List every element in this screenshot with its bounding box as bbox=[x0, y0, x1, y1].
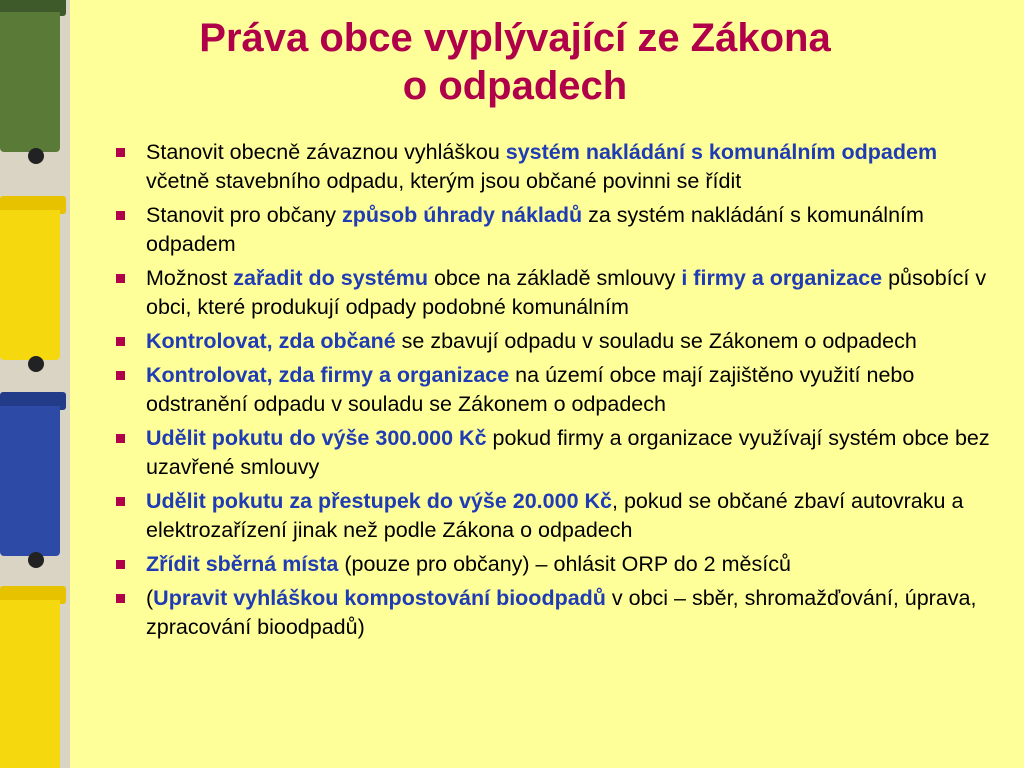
item-text: v obci – sběr, shromažďování, úprava, zpracování bioodpadů) bbox=[146, 586, 977, 639]
list-item bbox=[112, 327, 1002, 356]
square-bullet-icon bbox=[116, 274, 125, 283]
highlighted-text: Upravit vyhláškou kompostování bioodpadů bbox=[153, 586, 606, 610]
square-bullet-icon bbox=[116, 497, 125, 506]
square-bullet-icon bbox=[116, 371, 125, 380]
square-bullet-icon bbox=[116, 148, 125, 157]
page-title bbox=[90, 14, 940, 110]
list-item bbox=[112, 138, 1002, 196]
item-text: pokud firmy a organizace využívají systém obce bez uzavřené smlouvy bbox=[146, 426, 990, 479]
list-item bbox=[112, 424, 1002, 482]
bullet-list bbox=[112, 138, 1002, 647]
title-line-2: o odpadech bbox=[402, 64, 628, 108]
highlighted-text: i firmy a organizace bbox=[681, 266, 883, 290]
list-item bbox=[112, 487, 1002, 545]
title-line-1: Práva obce vyplývající ze Zákona bbox=[199, 16, 831, 60]
item-text: ( bbox=[146, 586, 154, 610]
item-text: se zbavují odpadu v souladu se Zákonem o odpadech bbox=[395, 329, 917, 353]
waste-bins-image bbox=[0, 0, 70, 768]
square-bullet-icon bbox=[116, 337, 125, 346]
list-item bbox=[112, 201, 1002, 259]
square-bullet-icon bbox=[116, 560, 125, 569]
item-text: na území obce mají zajištěno využití nebo odstranění odpadu v souladu se Zákonem o odpadech bbox=[146, 363, 915, 416]
item-text: za systém nakládání s komunálním odpadem bbox=[146, 203, 924, 256]
list-item bbox=[112, 264, 1002, 322]
highlighted-text: Udělit pokutu do výše 300.000 Kč bbox=[146, 426, 487, 450]
highlighted-text: Udělit pokutu za přestupek do výše 20.000 Kč bbox=[146, 489, 612, 513]
item-text: působící v obci, které produkují odpady podobné komunálním bbox=[146, 266, 987, 319]
list-item bbox=[112, 550, 1002, 579]
square-bullet-icon bbox=[116, 594, 125, 603]
highlighted-text: způsob úhrady nákladů bbox=[342, 203, 583, 227]
list-item bbox=[112, 584, 1002, 642]
item-text: Stanovit obecně závaznou vyhláškou bbox=[146, 140, 506, 164]
highlighted-text: zařadit do systému bbox=[233, 266, 428, 290]
item-text: (pouze pro občany) – ohlásit ORP do 2 měsíců bbox=[338, 552, 791, 576]
item-text: Stanovit pro občany bbox=[146, 203, 343, 227]
square-bullet-icon bbox=[116, 211, 125, 220]
highlighted-text: Kontrolovat, zda občané bbox=[146, 329, 396, 353]
highlighted-text: Kontrolovat, zda firmy a organizace bbox=[146, 363, 510, 387]
highlighted-text: Zřídit sběrná místa bbox=[146, 552, 339, 576]
highlighted-text: systém nakládání s komunálním odpadem bbox=[505, 140, 938, 164]
list-item bbox=[112, 361, 1002, 419]
item-text: obce na základě smlouvy bbox=[427, 266, 682, 290]
item-text: , pokud se občané zbaví autovraku a elektrozařízení jinak než podle Zákona o odpadech bbox=[146, 489, 964, 542]
square-bullet-icon bbox=[116, 434, 125, 443]
item-text: včetně stavebního odpadu, kterým jsou občané povinni se řídit bbox=[146, 169, 742, 193]
item-text: Možnost bbox=[146, 266, 234, 290]
